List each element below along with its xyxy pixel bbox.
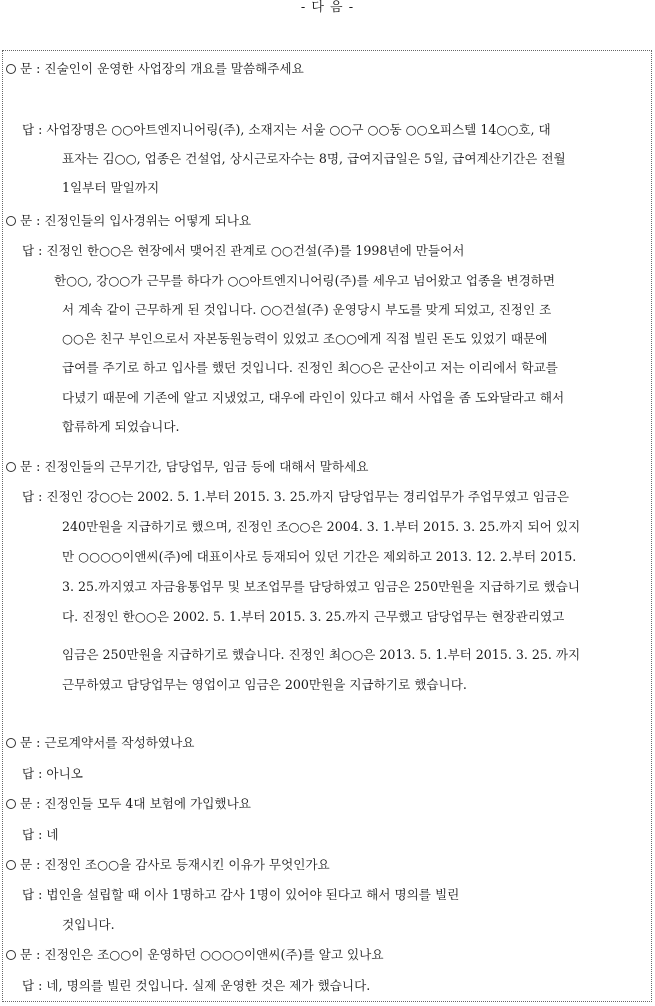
line-text: 네, 명의를 빌린 것입니다. 실제 운영한 것은 제가 했습니다. [46,978,371,993]
circle-bullet-icon [6,860,16,870]
answer-line [22,766,83,782]
line-text: 진술인이 운영한 사업장의 개요를 말씀해주세요 [44,61,304,76]
circle-bullet-icon [6,64,16,74]
line-text: 다녔기 때문에 기존에 알고 지냈었고, 대우에 라인이 있다고 해서 사업을 좀 도와달라고 해서 [62,390,565,405]
answer-line [22,978,370,994]
answer-label: 답 : [22,489,47,504]
question-line [6,61,304,77]
line-text: 3. 25.까지였고 자금융통업무 및 보조업무를 담당하였고 임금은 250만원을 지급하기로 했습니 [62,579,580,594]
answer-line [22,887,459,903]
answer-line [22,489,569,505]
line-text: 진정인 강○○는 2002. 5. 1.부터 2015. 3. 25.까지 담당업무는 경리업무가 주업무였고 임금은 [46,489,570,504]
continuation-line [62,609,564,625]
line-text: 한○○, 강○○가 근무를 하다가 ○○아트엔지니어링(주)를 세우고 넘어왔고 업종을 변경하면 [54,273,556,288]
question-label: 문 : [20,459,45,474]
question-line [6,947,384,963]
line-text: 것입니다. [62,917,115,932]
line-text: 임금은 250만원을 지급하기로 했습니다. 진정인 최○○은 2013. 5. 1.부터 2015. 3. 25. 까지 [62,647,581,662]
line-text: 진정인들 모두 4대 보험에 가입했나요 [44,796,251,811]
answer-label: 답 : [22,978,47,993]
line-text: 아니오 [46,766,83,781]
continuation-line [62,549,576,565]
continuation-line [62,579,580,595]
continuation-line [62,331,547,347]
circle-bullet-icon [6,738,16,748]
continuation-line [62,419,180,435]
continuation-line [62,647,580,663]
question-label: 문 : [20,857,45,872]
continuation-line [62,519,580,535]
continuation-line [62,917,115,933]
line-text: 1일부터 말일까지 [62,180,160,195]
line-text: 표자는 김○○, 업종은 건설업, 상시근로자수는 8명, 급여지급일은 5일, 급여계산기간은 전월 [62,151,566,166]
circle-bullet-icon [6,799,16,809]
continuation-line [62,360,558,376]
continuation-line [54,273,555,289]
circle-bullet-icon [6,950,16,960]
line-text: 합류하게 되었습니다. [62,419,180,434]
line-text: 진정인들의 근무기간, 담당업무, 임금 등에 대해서 말하세요 [44,459,369,474]
line-text: 진정인은 조○○이 운영하던 ○○○○이앤씨(주)를 알고 있나요 [44,947,384,962]
line-text: 진정인 조○○을 감사로 등재시킨 이유가 무엇인가요 [44,857,330,872]
question-line [6,213,251,229]
answer-label: 답 : [22,122,47,137]
continuation-line [62,677,467,693]
question-label: 문 : [20,61,45,76]
line-text: 진정인들의 입사경위는 어떻게 되나요 [44,213,252,228]
answer-label: 답 : [22,887,47,902]
question-label: 문 : [20,213,45,228]
answer-line [22,122,551,138]
continuation-line [62,302,551,318]
line-text: 사업장명은 ○○아트엔지니어링(주), 소재지는 서울 ○○구 ○○동 ○○오피스텔 14○○호, 대 [46,122,551,137]
line-text: 다. 진정인 한○○은 2002. 5. 1.부터 2015. 3. 25.까지 근무했고 담당업무는 현장관리였고 [62,609,565,624]
circle-bullet-icon [6,216,16,226]
answer-label: 답 : [22,243,47,258]
line-text: 근무하였고 담당업무는 영업이고 임금은 200만원을 지급하기로 했습니다. [62,677,467,692]
circle-bullet-icon [6,462,16,472]
line-text: 서 계속 같이 근무하게 된 것입니다. ○○건설(주) 운영당시 부도를 맞게 되었고, 진정인 조 [62,302,552,317]
line-text: 네 [46,827,59,842]
answer-line [22,243,464,259]
line-text: 만 ○○○○이앤씨(주)에 대표이사로 등재되어 있던 기간은 제외하고 2013. 12. 2.부터 2015. [62,549,577,564]
answer-label: 답 : [22,766,47,781]
continuation-line [62,390,564,406]
question-label: 문 : [20,796,45,811]
line-text: 법인을 설립할 때 이사 1명하고 감사 1명이 있어야 된다고 해서 명의를 빌린 [46,887,460,902]
line-text: 240만원을 지급하기로 했으며, 진정인 조○○은 2004. 3. 1.부터 2015. 3. 25.까지 되어 있지 [62,519,581,534]
question-line [6,857,330,873]
continuation-line [62,180,159,196]
answer-label: 답 : [22,827,47,842]
question-line [6,459,368,475]
question-label: 문 : [20,947,45,962]
page-title: - 다 음 - [300,0,355,15]
line-text: 급여를 주기로 하고 입사를 했던 것입니다. 진정인 최○○은 군산이고 저는 이리에서 학교를 [62,360,558,375]
question-line [6,796,251,812]
question-line [6,735,194,751]
line-text: 근로계약서를 작성하였나요 [44,735,195,750]
answer-line [22,827,59,843]
continuation-line [62,151,566,167]
line-text: 진정인 한○○은 현장에서 맺어진 관계로 ○○건설(주)를 1998년에 만들어서 [46,243,465,258]
line-text: ○○은 친구 부인으로서 자본동원능력이 있었고 조○○에게 직접 빌린 돈도 있었기 때문에 [62,331,548,346]
question-label: 문 : [20,735,45,750]
